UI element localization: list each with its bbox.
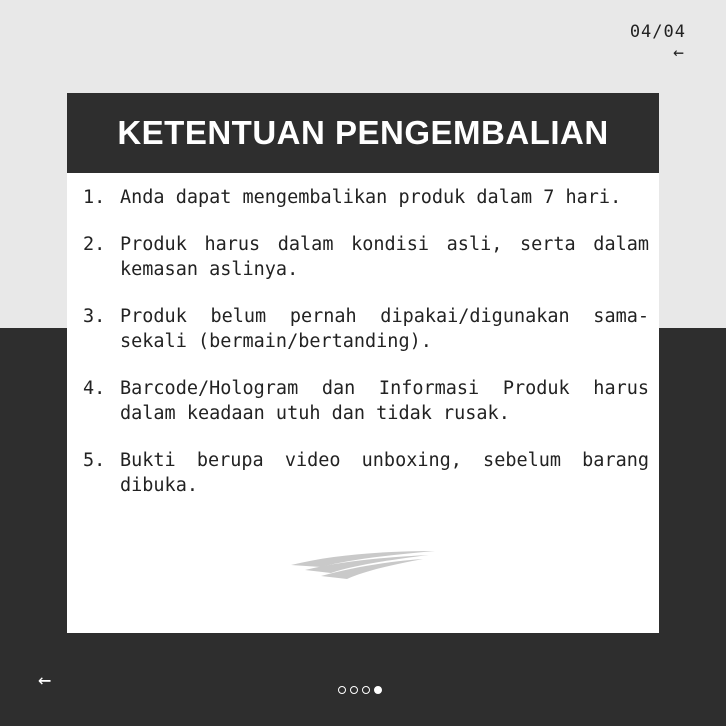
brand-logo-icon [291,551,435,581]
rule-text: Produk harus dalam kondisi asli, serta dalam kemasan aslinya. [120,234,649,280]
list-item [83,376,649,426]
list-item [83,185,649,210]
card-title: KETENTUAN PENGEMBALIAN [117,114,609,151]
title-bar [67,93,659,173]
rule-number: 2. [83,234,106,255]
rule-number: 3. [83,306,106,327]
pagination-dot[interactable] [362,686,370,694]
list-item [83,232,649,282]
list-item [83,448,649,498]
pagination-dot[interactable] [338,686,346,694]
pagination-dot[interactable] [350,686,358,694]
arrow-left-icon[interactable]: ← [673,42,684,63]
list-item [83,304,649,354]
rule-number: 4. [83,378,106,399]
return-policy-card [67,93,659,633]
arrow-left-icon[interactable]: ← [38,668,52,693]
rule-text: Produk belum pernah dipakai/digunakan sama-sekali (bermain/bertanding). [120,306,649,352]
pagination-dots [338,686,382,694]
pagination-dot-active[interactable] [374,686,382,694]
page-counter: 04/04 [629,22,686,42]
rule-number: 1. [83,187,106,208]
rule-text: Anda dapat mengembalikan produk dalam 7 hari. [120,187,622,208]
rule-number: 5. [83,450,106,471]
rule-text: Bukti berupa video unboxing, sebelum barang dibuka. [120,450,649,496]
rule-text: Barcode/Hologram dan Informasi Produk harus dalam keadaan utuh dan tidak rusak. [120,378,649,424]
rules-list [83,185,649,520]
